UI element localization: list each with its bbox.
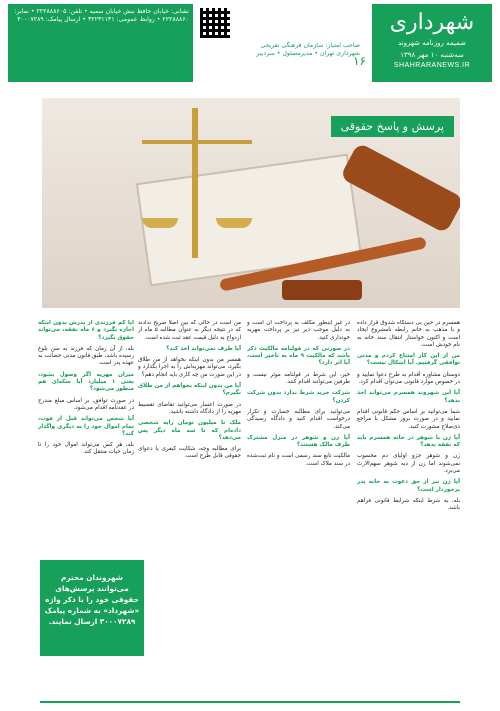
question: آیا زن نیز از حق دعوت به خانه پدر برخوردار است؟ (357, 479, 460, 493)
scale-pan-left (142, 218, 178, 228)
masthead-title: شهرداری (389, 10, 475, 35)
paragraph: بله، هر کس می‌تواند اموال خود را تا زمان حیات منتقل کند. (38, 442, 134, 456)
article-column-3 (138, 320, 241, 695)
scale-beam (142, 140, 252, 144)
question: آیا زن با شوهر در خانه همسرم باید که نفقه بدهد؟ (357, 434, 460, 449)
article-column-2 (247, 320, 350, 695)
gavel-icon (340, 142, 460, 234)
paragraph: زن و شوهر جزو اولیای دم محسوب نمی‌شوند اما زن از دیه شوهر سهم‌الارث می‌برد. (357, 453, 460, 475)
masthead-logo-block (372, 4, 492, 82)
paragraph: در صورت توافق، بر اساس مبلغ مندرج در عقدنامه اقدام می‌شود. (38, 397, 134, 411)
callout-line-2: می‌توانند پرسش‌های (55, 584, 129, 593)
sms-callout-box (40, 560, 144, 656)
imprint-box: نشانی: خیابان حافظ نبش خیابان سمیه • تلفن: ۲۲۲۸۸۸۶۰۵ • نمابر: ۲۲۲۸۸۸۶۰ • روابط عمومی: ۳۲۲۳۱۱۳۱ • ارسال پیامک: ۳۰۰۰۷۲۸۹ (8, 4, 193, 82)
question: من از این کار امتناع کردم و مدتی توافقی گرفتیم. آیا اشکال نیست؟ (357, 353, 460, 367)
gavel-base (282, 280, 362, 300)
page-header (0, 0, 500, 88)
question: آیا این شهروند همسرم می‌تواند اخذ بدهد؟ (357, 390, 460, 404)
question: آیا زن و شوهر در منزل مشترک طرف مالک هستند؟ (247, 434, 350, 449)
question: میزان مهریه اگر وصول بشود، یعنی ۱ میلیارد آیا سکه‌ای هم منظور می‌شود؟ (38, 371, 134, 393)
question: آیا شخص می‌تواند قبل از فوت، تمام اموال خود را به دیگری واگذار کند؟ (38, 416, 134, 437)
question: آیا طرف نمی‌تواند اخذ کند؟ (166, 345, 241, 352)
paragraph: می‌توانید برای مطالبه خسارت و تکرار درخواست اقدام کنید و دادگاه رسیدگی می‌کند. (247, 408, 350, 430)
justice-scale-icon (192, 108, 198, 258)
question: شرکت خرید شرط ندارد بدون شرکت کردن؟ (247, 390, 350, 404)
paragraph: در غیر اینطور مکلف به پرداخت آن است و به دلیل موجب دیر نیز بر پرداخت مهریه خودداری کنید. (247, 320, 350, 341)
paragraph: شما می‌توانید بر اساس حکم قانونی اقدام نمایید و در صورت بروز مشکل با مراجع ذی‌صلاح مشورت کنید. (357, 408, 460, 430)
paragraph: در صورت اعسار می‌توانید تقاضای تقسیط مهریه را از دادگاه داشته باشید. (138, 401, 241, 415)
paragraph: همسر من بدون اینکه بخواهد از من طلاق بگیرد، می‌تواند مهریه‌اش را به اجرا بگذارد و در این صورت من چه کاری باید انجام دهم؟ (138, 357, 241, 378)
question: در صورتی که در قولنامه مالکیت ذکر باشد که مالکیت ۹ ماه به تاخیر است، آیا اثر دارد؟ (247, 345, 350, 367)
issue-line: ضمیمه روزنامه شهروند (397, 39, 467, 47)
scale-pan-right (216, 218, 252, 228)
editorial-credits: صاحب امتیاز: سازمان فرهنگی تفریحی شهرداری تهران • مدیرمسئول • سردبیر (256, 42, 360, 57)
question: آیا گم فرزندی از پدرش بدون اینکه اجازه بگیرد و ۶ ماه نفقه، می‌تواند حقوق بگیرد؟ (38, 320, 134, 341)
paragraph: بله، از آن زمان که فرزند به سن بلوغ رسیده باشد، طبق قانون مدنی حضانت به عهده پدر است. (38, 345, 134, 367)
date-line: سه‌شنبه ۱۰ مهر ۱۳۹۸ (400, 51, 464, 59)
paragraph: خیر، این شرط در قولنامه موثر نیست و طرفین می‌توانند اقدام کنند. (247, 371, 350, 386)
paragraph: بله، به شرط اینکه شرایط قانونی فراهم باشد. (357, 497, 460, 512)
callout-line-4: «شهرداد» به شماره پیامک (44, 606, 140, 615)
footer-divider (40, 701, 460, 703)
paragraph: من است در حالی که بین اصلاً صریح ندادند که در نتیجه دیگر به عنوان مطالبه ۵ ماه از ازدواج به دلیل قیمت عقد ثبت شده است. (138, 320, 241, 341)
question: آیا من بدون اینکه بخواهم از من طلاق بگیرم؟ (138, 383, 241, 397)
qr-code-icon (200, 8, 230, 38)
question: ملک تا میلیون تومان رایه شخصی داده‌ام که تا سه ماه دیگر پس می‌دهد؟ (138, 420, 241, 441)
paragraph: همسرم در حین بی دستگاه شدوق قرار داده و با مذهب به خانم رابطه نامشروع ایجاد است و اکنون خواستار انتقال سند خانه به نام خودش است. (357, 320, 460, 348)
paragraph: مالکیت تابع سند رسمی است و نام ثبت‌شده در سند ملاک است. (247, 453, 350, 467)
article-column-1 (357, 320, 460, 695)
callout-line-5: ۳۰۰۰۷۲۸۹ ارسال نمایند. (48, 617, 136, 626)
page-number: ۱۶ (353, 54, 366, 68)
paragraph: دوستان مشاوره اقدام به طرح دعوا نمایید و در خصوص موارد قانونی می‌توان اقدام کرد. (357, 371, 460, 386)
paragraph: برای مطالبه وجه، شکایت کیفری یا دعوای حقوقی قابل طرح است. (138, 446, 241, 460)
section-title: پرسش و پاسخ حقوقی (331, 116, 454, 137)
website-url[interactable]: SHAHRARANEWS.IR (393, 62, 471, 69)
callout-line-3: حقوقی خود را با ذکر واژه (45, 595, 139, 604)
callout-line-1: شهروندان محترم (61, 573, 123, 582)
